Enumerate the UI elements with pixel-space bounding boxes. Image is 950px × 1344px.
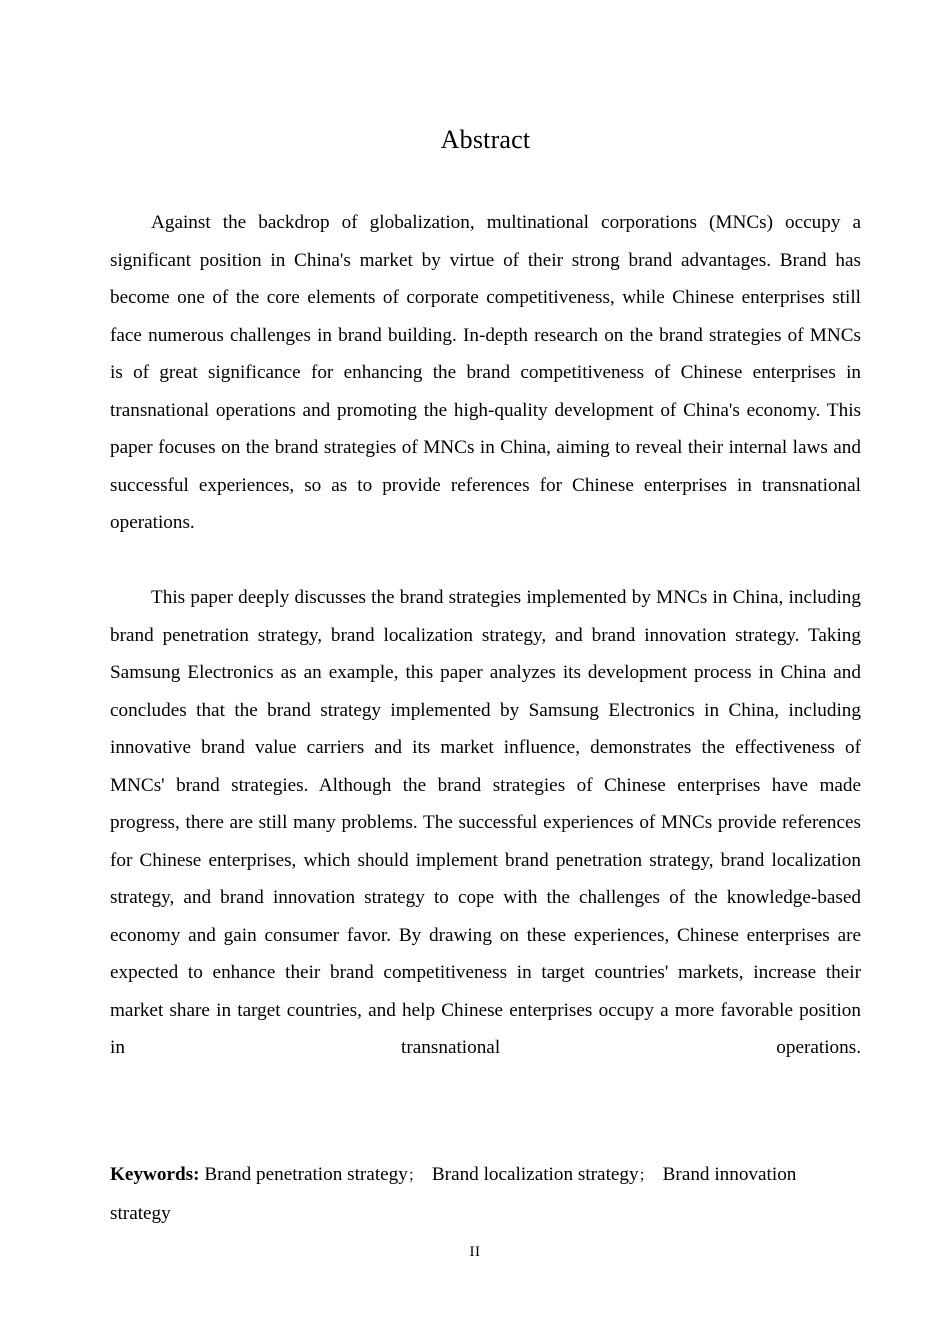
keyword-term-2: Brand localization strategy (431, 1164, 639, 1185)
keywords-separator-2: ； (638, 1166, 654, 1184)
keyword-term-3: Brand innovation strategy (110, 1164, 797, 1224)
page-content (110, 0, 861, 1232)
abstract-body (110, 204, 861, 1232)
page-title: Abstract (440, 125, 531, 154)
keywords-separator-1: ； (407, 1166, 423, 1184)
abstract-paragraph-1: Against the backdrop of globalization, multinational corporations (MNCs) occupy a significant position in China's market by virtue of their strong brand advantages. Brand has become one of the core elements of corporate competitiveness, while Chinese enterprises still face numerous challenges in brand building. In-depth research on the brand strategies of MNCs is of great significance for enhancing the brand competitiveness of Chinese enterprises in transnational operations and promoting the high-quality development of China's economy. This paper focuses on the brand strategies of MNCs in China, aiming to reveal their internal laws and successful experiences, so as to provide references for Chinese enterprises in transnational operations. (110, 212, 861, 533)
page-number-footer: II (469, 1244, 481, 1260)
keywords-label: Keywords: (110, 1164, 200, 1185)
keywords-line (110, 1156, 861, 1232)
abstract-paragraph-2: This paper deeply discusses the brand strategies implemented by MNCs in China, including brand penetration strategy, brand localization strategy, and brand innovation strategy. Taking Samsung Electronics as an example, this paper analyzes its development process in China and concludes that the brand strategy implemented by Samsung Electronics in China, including innovative brand value carriers and its market influence, demonstrates the effectiveness of MNCs' brand strategies. Although the brand strategies of Chinese enterprises have made progress, there are still many problems. The successful experiences of MNCs provide references for Chinese enterprises, which should implement brand penetration strategy, brand localization strategy, and brand innovation strategy to cope with the challenges of the knowledge-based economy and gain consumer favor. By drawing on these experiences, Chinese enterprises are expected to enhance their brand competitiveness in target countries' markets, increase their market share in target countries, and help Chinese enterprises occupy a more favorable position in transnational operations. (110, 587, 861, 1058)
keyword-term-1: Brand penetration strategy (204, 1164, 408, 1185)
